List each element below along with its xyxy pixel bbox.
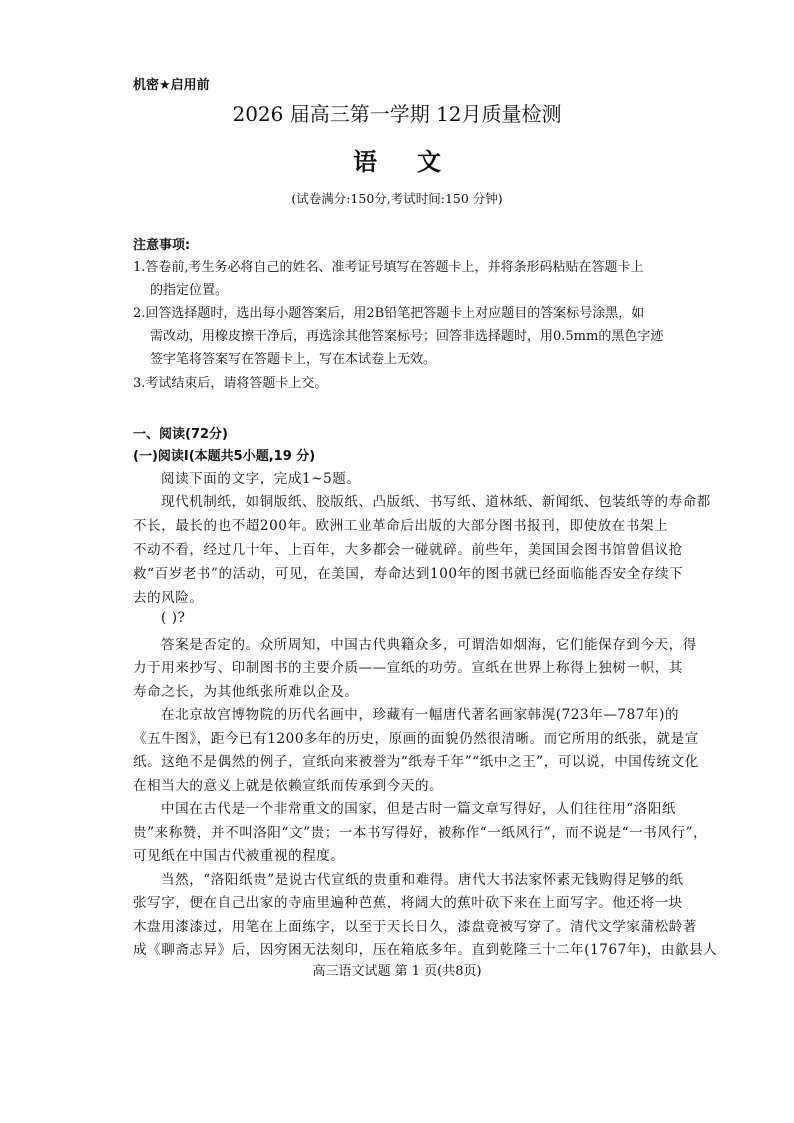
blank-question-line: ( )? (161, 610, 186, 626)
body-line: 《五牛图》，距今已有1200多年的历史，原画的面貌仍然很清晰。而它所用的纸张，就是宣 (133, 731, 699, 747)
subject-title: 语文 (353, 147, 481, 176)
section-heading: 一、阅读(72分) (133, 427, 228, 442)
body-line: 木盘用漆漆过，用笔在上面练字，以至于天长日久，漆盘竟被写穿了。清代文学家蒲松龄著 (133, 919, 697, 935)
notice-line: 签字笔将答案写在答题卡上，写在本试卷上无效。 (150, 352, 437, 367)
body-line: 寿命之长，为其他纸张所难以企及。 (133, 684, 359, 700)
notice-line: 的指定位置。 (150, 283, 229, 298)
body-line: 在相当大的意义上就是依赖宣纸而传承到今天的。 (133, 778, 444, 794)
notice-line: 2.回答选择题时，选出每小题答案后，用2B铅笔把答题卡上对应题目的答案标号涂黑，如 (133, 306, 645, 321)
body-line: 纸。这绝不是偶然的例子，宣纸向来被誉为“纸寿千年”“纸中之王”，可以说，中国传统文化 (133, 754, 699, 770)
body-line: 现代机制纸，如铜版纸、胶版纸、凸版纸、书写纸、道林纸、新闻纸、包装纸等的寿命都 (161, 494, 711, 510)
body-line: 阅读下面的文字，完成1~5题。 (161, 471, 361, 487)
body-line: 去的风险。 (133, 590, 204, 606)
notice-heading: 注意事项: (133, 238, 191, 253)
body-line: 中国在古代是一个非常重文的国家，但是古时一篇文章写得好，人们往往用“洛阳纸 (161, 801, 677, 817)
notice-line: 3.考试结束后，请将答题卡上交。 (133, 376, 328, 391)
confidential-label: 机密★启用前 (133, 78, 210, 93)
body-line: 可见纸在中国古代被重视的程度。 (133, 848, 345, 864)
body-line: 不长，最长的也不超200年。欧洲工业革命后出版的大部分图书报刊，即使放在书架上 (133, 518, 669, 534)
body-line: 力于用来抄写、印制图书的主要介质——宣纸的功劳。宣纸在世界上称得上独树一帜，其 (133, 660, 683, 676)
body-line: 当然，“洛阳纸贵”是说古代宣纸的贵重和难得。唐代大书法家怀素无钱购得足够的纸 (161, 872, 684, 888)
body-line: 答案是否定的。众所周知，中国古代典籍众多，可谓浩如烟海，它们能保存到今天，得 (161, 637, 697, 653)
notice-line: 1.答卷前,考生务必将自己的姓名、准考证号填写在答题卡上，并将条形码粘贴在答题卡上 (133, 260, 644, 275)
notice-line: 需改动，用橡皮擦干净后，再选涂其他答案标号；回答非选择题时，用0.5mm的黑色字迹 (150, 329, 664, 344)
body-line: 成《聊斋志异》后，因穷困无法刻印，压在箱底多年。直到乾隆三十二年(1767年)，由歙县人 (133, 942, 718, 958)
exam-title: 2026 届高三第一学期 12月质量检测 (232, 102, 562, 126)
page-footer: 高三语文试题 第 1 页(共8页) (312, 964, 482, 979)
body-line: 救“百岁老书”的活动，可见，在美国，寿命达到100年的图书就已经面临能否安全存续下 (133, 566, 684, 582)
body-line: 在北京故宫博物院的历代名画中，珍藏有一幅唐代著名画家韩滉(723年—787年)的 (161, 707, 680, 723)
body-line: 张写字，便在自己出家的寺庙里遍种芭蕉，将阔大的蕉叶砍下来在上面写字。他还将一块 (133, 895, 683, 911)
body-line: 不动不看，经过几十年、上百年，大多都会一碰就碎。前些年，美国国会图书馆曾倡议抢 (133, 542, 683, 558)
exam-meta: (试卷满分:150分,考试时间:150 分钟) (291, 191, 503, 206)
sub-section-heading: (一)阅读Ⅰ(本题共5小题,19 分) (133, 449, 316, 464)
body-line: 贵”来称赞，并不叫洛阳“文”贵；一本书写得好，被称作“一纸风行”，而不说是“一书风行”， (133, 825, 708, 841)
